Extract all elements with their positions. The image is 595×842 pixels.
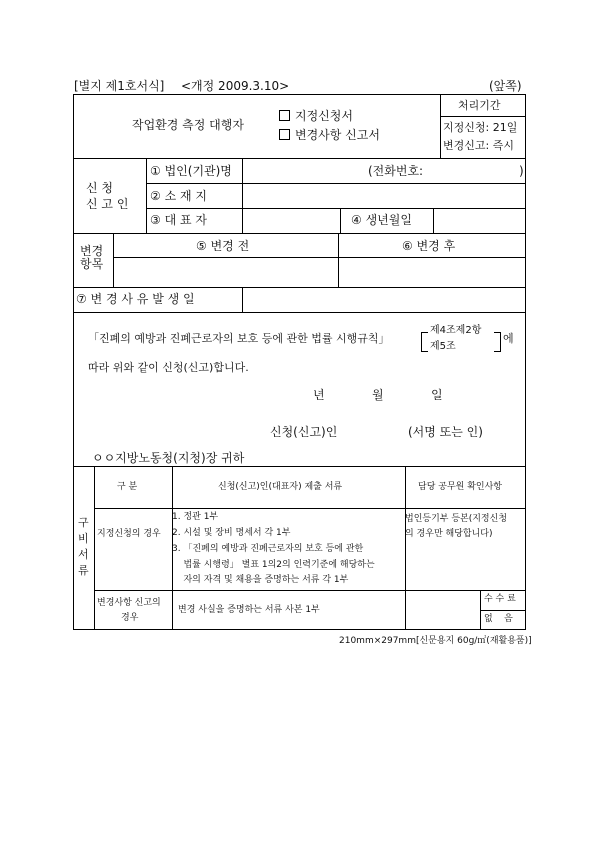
option-application[interactable]: 지정신청서 (279, 110, 353, 122)
paper-spec: 210mm×297mm[신문용지 60g/㎡(재활용품)] (339, 636, 532, 646)
divider (480, 610, 526, 611)
col-category-header: 구 분 (117, 482, 138, 492)
divider (94, 466, 95, 630)
divider (146, 158, 147, 233)
birthdate-field[interactable] (434, 209, 525, 232)
submit-item: 3. 「진폐의 예방과 진폐근로자의 보호 등에 관한 (172, 544, 364, 554)
submit-item: 1. 정관 1부 (172, 512, 219, 522)
documents-side-label: 비 (78, 532, 89, 545)
phone-close: ) (519, 164, 524, 178)
form-number: [별지 제1호서식] (74, 79, 165, 93)
signer-label: 신청(신고)인 (270, 425, 338, 439)
law-suffix: 에 (503, 332, 514, 345)
option-change-report[interactable]: 변경사항 신고서 (279, 129, 380, 141)
before-field[interactable] (114, 258, 337, 286)
date-year-label: 년 (313, 388, 325, 402)
before-label: ⑤ 변경 전 (196, 239, 250, 253)
official-check-item-2: 의 경우만 해당합니다) (405, 529, 493, 539)
submit-item: 자의 자격 및 채용을 증명하는 서류 각 1부 (172, 575, 349, 585)
addressee: ㅇㅇ지방노동청(지청)장 귀하 (92, 451, 245, 465)
after-label: ⑥ 변경 후 (402, 239, 456, 253)
representative-label: ③ 대 표 자 (150, 213, 207, 227)
article-bracket (494, 332, 501, 352)
after-field[interactable] (339, 258, 525, 286)
documents-side-label: 류 (78, 564, 89, 577)
change-submit-item: 변경 사실을 증명하는 서류 사본 1부 (178, 605, 320, 615)
revision-date: <개정 2009.3.10> (181, 79, 290, 93)
divider (340, 208, 341, 233)
divider (73, 312, 526, 313)
fee-value: 없 음 (484, 614, 513, 624)
divider (94, 590, 526, 591)
processing-change: 변경신고: 즉시 (443, 139, 514, 152)
form-title: 작업환경 측정 대행자 (132, 118, 244, 132)
article-2: 제5조 (430, 341, 456, 352)
divider (73, 466, 526, 467)
official-check-item: 법인등기부 등본(지정신청 (405, 514, 508, 524)
divider (94, 508, 526, 509)
applicant-section-label-2: 신 고 인 (86, 197, 129, 211)
documents-side-label: 구 (78, 516, 89, 529)
date-day-label: 일 (431, 388, 443, 402)
address-field[interactable] (243, 184, 525, 207)
submit-item: 2. 시설 및 장비 명세서 각 1부 (172, 528, 291, 538)
documents-side-label: 서 (78, 548, 89, 561)
fee-label: 수 수 료 (484, 594, 516, 604)
submit-item: 법률 시행령」 별표 1의2의 인력기준에 해당하는 (172, 560, 375, 570)
birthdate-label: ④ 생년월일 (351, 213, 412, 227)
row-change-label: 변경사항 신고의 (97, 598, 161, 608)
date-month-label: 월 (372, 388, 384, 402)
signature-label: (서명 또는 인) (408, 425, 483, 439)
corp-name-field[interactable] (243, 159, 363, 182)
page-side-label: (앞쪽) (489, 79, 522, 93)
declaration-text: 따라 위와 같이 신청(신고)합니다. (88, 361, 249, 374)
change-items-label-2: 항목 (80, 257, 104, 271)
col-official-header: 담당 공무원 확인사항 (418, 482, 502, 492)
phone-field[interactable] (436, 159, 516, 182)
checkbox-application[interactable] (279, 110, 290, 121)
col-submit-header: 신청(신고)인(대표자) 제출 서류 (218, 482, 343, 492)
processing-designation: 지정신청: 21일 (443, 121, 518, 134)
processing-period-label: 처리기간 (458, 99, 501, 112)
corp-name-label: ① 법인(기관)명 (150, 164, 232, 178)
divider (405, 466, 406, 630)
change-items-label: 변경 (80, 244, 104, 258)
row-change-label-2: 경우 (121, 613, 139, 623)
phone-label: (전화번호: (368, 164, 424, 178)
divider (440, 116, 526, 117)
change-reason-field[interactable] (243, 288, 525, 311)
divider (440, 94, 441, 158)
article-1: 제4조제2항 (430, 325, 482, 336)
address-label: ② 소 재 지 (150, 189, 207, 203)
law-reference: 「진폐의 예방과 진폐근로자의 보호 등에 관한 법률 시행규칙」 (88, 332, 390, 345)
article-bracket (421, 332, 428, 352)
divider (73, 233, 526, 234)
representative-field[interactable] (243, 209, 339, 232)
row-designation-label: 지정신청의 경우 (97, 529, 161, 539)
applicant-section-label: 신 청 (86, 181, 113, 195)
change-reason-label: ⑦ 변 경 사 유 발 생 일 (76, 292, 195, 306)
checkbox-change-report[interactable] (279, 129, 290, 140)
